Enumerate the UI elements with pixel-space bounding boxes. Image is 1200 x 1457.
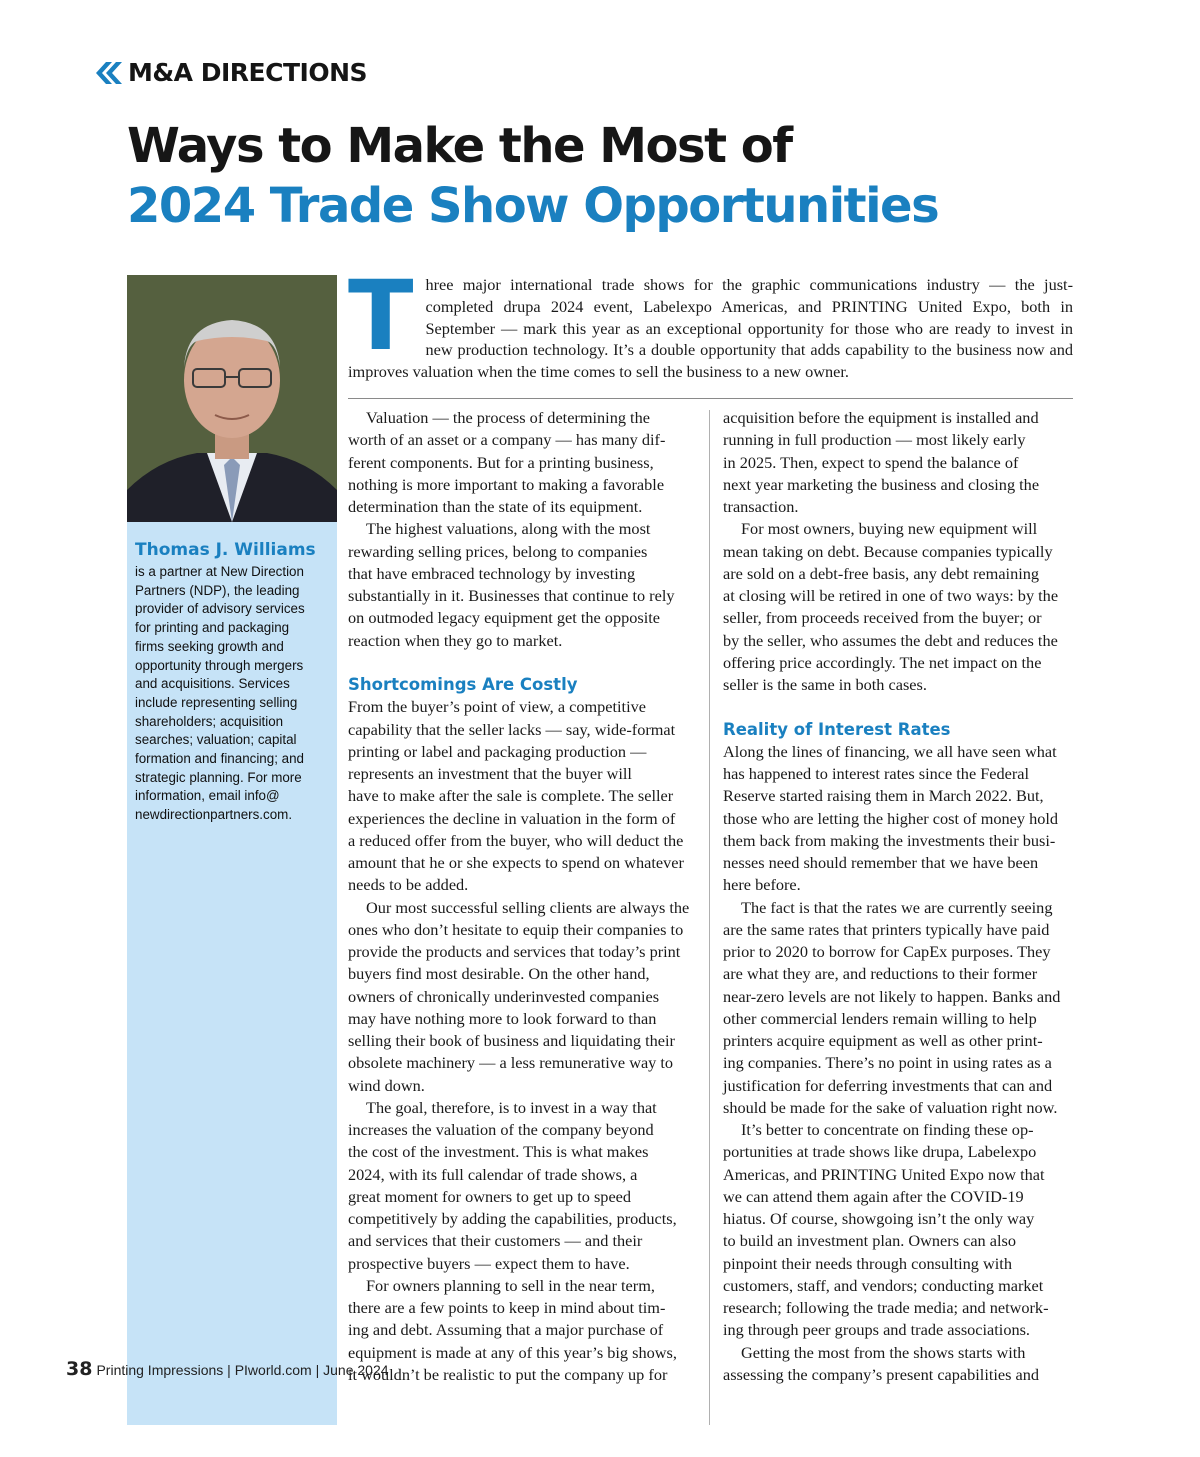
article-text-line: it wouldn’t be realistic to put the company up for [348, 1364, 668, 1384]
column-divider [709, 410, 710, 1425]
author-bio-line: and acquisitions. Services [135, 676, 290, 692]
article-text-line: printers acquire equipment as well as other print- [723, 1031, 1043, 1050]
article-text-line: represents an investment that the buyer will [348, 764, 632, 783]
article-text-line: great moment for owners to get up to speed [348, 1186, 632, 1206]
drop-cap: T [348, 260, 414, 372]
article-text-line: a reduced offer from the buyer, who will deduct the [348, 830, 684, 850]
article-text-line: It’s better to concentrate on finding these op- [741, 1120, 1034, 1139]
article-text-line: owners of chronically underinvested companies [348, 986, 660, 1006]
article-text-line: seller is the same in both cases. [723, 675, 927, 694]
article-text-line: those who are letting the higher cost of money hold [723, 808, 1059, 828]
article-text-line: has happened to interest rates since the Federal [723, 764, 1030, 783]
headline-line-2: 2024 Trade Show Opportunities [127, 178, 939, 234]
article-text-line: nothing is more important to making a favorable [348, 474, 665, 494]
author-bio-line: formation and financing; and [135, 751, 304, 767]
page-footer [66, 1358, 389, 1380]
author-bio-line: opportunity through mergers [135, 657, 304, 673]
article-text-line: ing and debt. Assuming that a major purchase of [348, 1320, 664, 1340]
article-text-line: near-zero levels are not likely to happen. Banks and [723, 986, 1061, 1006]
section-title: M&A DIRECTIONS [128, 58, 367, 87]
author-bio [135, 563, 331, 825]
article-text-line: the cost of the investment. This is what makes [348, 1142, 649, 1162]
article-text-line: ing through peer groups and trade associations. [723, 1320, 1031, 1340]
article-text-line: that have embraced technology by investing [348, 563, 636, 583]
article-text-line: at closing will be retired in one of two ways: by the [723, 586, 1059, 605]
article-text-line: provide the products and services that today’s print [348, 942, 681, 961]
author-bio-line: searches; valuation; capital [135, 732, 297, 748]
article-text-line: to build an investment plan. Owners can also [723, 1231, 1016, 1251]
subheading: Shortcomings Are Costly [348, 675, 578, 694]
author-bio-line: shareholders; acquisition [135, 713, 284, 729]
article-text-line: by the seller, who assumes the debt and reduces the [723, 630, 1058, 650]
article-text-line: rewarding selling prices, belong to companies [348, 541, 648, 561]
intro-text: hree major international trade shows for the graphic communications industry — the just-completed drupa 2024 event, Labelexpo Americas, and PRINTING United Expo, both in September — mark this year as an exceptional opportunity for those who are ready to invest in new production technology. It’s a double opportunity that adds capability to the business now and improves valuation when the time comes to sell the business to a new owner. [348, 275, 1073, 382]
article-text-line: From the buyer’s point of view, a competitive [348, 697, 646, 717]
article-text-line: substantially in it. Businesses that continue to rely [348, 586, 675, 605]
article-text-line: seller, from proceeds received from the buyer; or [723, 608, 1042, 628]
article-text-line: buyers find most desirable. On the other hand, [348, 964, 650, 984]
article-text-line: are sold on a debt-free basis, any debt remaining [723, 563, 1040, 583]
article-text-line: assessing the company’s present capabilities and [723, 1364, 1040, 1384]
author-bio-line: newdirectionpartners.com. [135, 807, 293, 823]
article-text-line: have to make after the sale is complete. The seller [348, 786, 674, 806]
article-column-1 [348, 407, 691, 1386]
article-text-line: needs to be added. [348, 875, 469, 895]
article-text-line: competitively by adding the capabilities, products, [348, 1209, 677, 1228]
article-text-line: reaction when they go to market. [348, 630, 563, 650]
paragraph-spacer [348, 652, 691, 674]
article-text-line: wind down. [348, 1075, 425, 1095]
article-text-line: transaction. [723, 497, 799, 516]
article-text-line: Valuation — the process of determining the [366, 408, 650, 427]
article-text-line: them back from making the investments their busi- [723, 830, 1056, 850]
author-bio-line: firms seeking growth and [135, 638, 284, 654]
author-bio-line: strategic planning. For more [135, 769, 302, 785]
paragraph-spacer [723, 696, 1073, 718]
article-text-line: mean taking on debt. Because companies typically [723, 541, 1053, 561]
author-bio-line: Partners (NDP), the leading [135, 582, 300, 598]
author-bio-line: provider of advisory services [135, 601, 305, 617]
article-text-line: and services that their customers — and their [348, 1231, 643, 1251]
article-text-line: Getting the most from the shows starts with [741, 1342, 1026, 1362]
article-text-line: are what they are, and reductions to their former [723, 964, 1038, 984]
article-text-line: here before. [723, 875, 801, 895]
author-portrait-image [127, 275, 337, 522]
article-text-line: on outmoded legacy equipment get the opposite [348, 608, 660, 628]
article-text-line: prospective buyers — expect them to have. [348, 1253, 630, 1273]
article-text-line: customers, staff, and vendors; conducting market [723, 1275, 1044, 1295]
article-text-line: increases the valuation of the company beyond [348, 1120, 654, 1139]
article-text-line: Along the lines of financing, we all have seen what [723, 741, 1057, 761]
article-text-line: The goal, therefore, is to invest in a way that [366, 1097, 657, 1117]
article-text-line: hiatus. Of course, showgoing isn’t the only way [723, 1209, 1035, 1228]
article-text-line: portunities at trade shows like drupa, Labelexpo [723, 1142, 1037, 1162]
article-text-line: capability that the seller lacks — say, wide-format [348, 719, 676, 739]
article-text-line: Reserve started raising them in March 2022. But, [723, 786, 1044, 806]
page-number: 38 [66, 1358, 93, 1380]
author-bio-line: information, email info@ [135, 788, 280, 804]
section-header [92, 58, 367, 87]
article-text-line: equipment is made at any of this year’s big shows, [348, 1342, 677, 1362]
article-text-line: worth of an asset or a company — has many dif- [348, 430, 666, 450]
article-text-line: there are a few points to keep in mind about tim- [348, 1298, 666, 1317]
article-text-line: next year marketing the business and closing the [723, 474, 1040, 494]
article-text-line: in 2025. Then, expect to spend the balance of [723, 452, 1019, 472]
article-text-line: amount that he or she expects to spend on whatever [348, 853, 684, 872]
article-text-line: For owners planning to sell in the near term, [366, 1275, 655, 1295]
article-text-line: Our most successful selling clients are always the [366, 897, 690, 917]
article-text-line: nesses need should remember that we have been [723, 853, 1039, 872]
article-text-line: selling their book of business and liquidating their [348, 1031, 675, 1050]
article-text-line: determination than the state of its equipment. [348, 497, 643, 516]
article-text-line: 2024, with its full calendar of trade shows, a [348, 1164, 638, 1184]
horizontal-rule [348, 398, 1073, 399]
author-bio-line: for printing and packaging [135, 620, 290, 636]
article-text-line: printing or label and packaging production — [348, 741, 647, 761]
article-text-line: are the same rates that printers typically have paid [723, 919, 1050, 939]
headline [127, 116, 938, 236]
subheading: Reality of Interest Rates [723, 719, 951, 739]
double-chevron-left-icon [92, 60, 122, 86]
article-text-line: justification for deferring investments that can and [723, 1075, 1053, 1095]
article-text-line: For most owners, buying new equipment will [741, 519, 1038, 539]
article-text-line: ones who don’t hesitate to equip their companies to [348, 919, 684, 939]
article-text-line: other commercial lenders remain willing to help [723, 1008, 1037, 1028]
author-photo [127, 275, 337, 522]
footer-text: Printing Impressions | PIworld.com | June 2024 [96, 1362, 389, 1378]
headline-line-1: Ways to Make the Most of [127, 118, 792, 174]
intro-paragraph [348, 260, 1073, 383]
article-text-line: obsolete machinery — a less remunerative way to [348, 1053, 674, 1073]
article-column-2 [723, 407, 1073, 1386]
article-text-line: offering price accordingly. The net impact on the [723, 652, 1042, 672]
article-text-line: The highest valuations, along with the most [366, 519, 651, 539]
article-text-line: ferent components. But for a printing business, [348, 452, 654, 472]
author-name: Thomas J. Williams [135, 540, 316, 560]
article-text-line: we can attend them again after the COVID-19 [723, 1186, 1024, 1206]
author-bio-line: is a partner at New Direction [135, 564, 304, 579]
article-text-line: may have nothing more to look forward to than [348, 1008, 657, 1028]
article-text-line: should be made for the sake of valuation right now. [723, 1097, 1058, 1117]
article-text-line: acquisition before the equipment is installed and [723, 408, 1039, 427]
article-text-line: prior to 2020 to borrow for CapEx purposes. They [723, 942, 1051, 961]
article-text-line: experiences the decline in valuation in the form of [348, 808, 676, 828]
article-text-line: The fact is that the rates we are currently seeing [741, 897, 1053, 917]
article-text-line: ing companies. There’s no point in using rates as a [723, 1053, 1052, 1073]
article-text-line: Americas, and PRINTING United Expo now that [723, 1164, 1045, 1184]
article-text-line: pinpoint their needs through consulting with [723, 1253, 1012, 1273]
article-text-line: running in full production — most likely early [723, 430, 1026, 450]
article-text-line: research; following the trade media; and network- [723, 1298, 1049, 1317]
author-bio-line: include representing selling [135, 694, 298, 710]
